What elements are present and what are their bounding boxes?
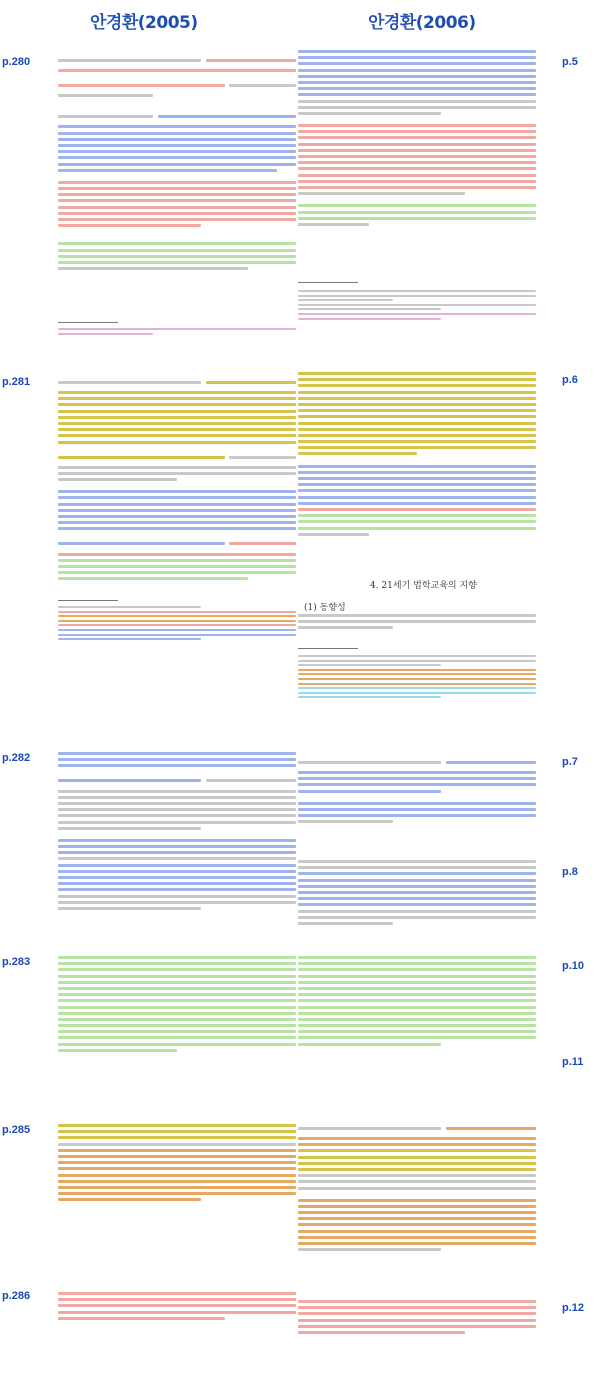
subsection-heading: (1) 동향성 bbox=[304, 603, 346, 613]
right-page-label: p.10 bbox=[562, 960, 585, 972]
right-text-block-p8 bbox=[298, 860, 536, 928]
left-text-block-p285 bbox=[58, 1124, 296, 1204]
right-page-label: p.5 bbox=[562, 56, 578, 68]
right-column-title: 안경환(2006) bbox=[368, 13, 476, 33]
left-page-label: p.282 bbox=[2, 752, 31, 764]
right-text-block-p6 bbox=[298, 372, 536, 539]
left-text-block-p283 bbox=[58, 956, 296, 1055]
left-page-label: p.283 bbox=[2, 956, 31, 968]
right-text-block-p12 bbox=[298, 1300, 536, 1337]
right-page-label: p.11 bbox=[562, 1056, 584, 1068]
right-page-label: p.8 bbox=[562, 866, 578, 878]
left-page-label: p.281 bbox=[2, 376, 31, 388]
left-column-title: 안경환(2005) bbox=[90, 13, 198, 33]
left-footnote-p281 bbox=[58, 606, 296, 643]
right-text-block-p5 bbox=[298, 50, 536, 229]
section-heading: 4. 21세기 법학교육의 지향 bbox=[370, 581, 477, 591]
right-footnote-p5 bbox=[298, 290, 536, 322]
right-text-block-p11 bbox=[298, 1118, 536, 1254]
right-text-block-p7 bbox=[298, 752, 536, 827]
right-text-block-p10 bbox=[298, 956, 536, 1049]
left-text-block-p281 bbox=[58, 372, 296, 584]
left-page-label: p.280 bbox=[2, 56, 31, 68]
left-text-block-p280 bbox=[58, 50, 296, 273]
left-text-block-p286 bbox=[58, 1292, 296, 1323]
right-page-label: p.12 bbox=[562, 1302, 585, 1314]
right-text-block-p6b bbox=[298, 614, 536, 633]
left-page-label: p.285 bbox=[2, 1124, 31, 1136]
right-page-label: p.6 bbox=[562, 374, 578, 386]
left-footnote-p280 bbox=[58, 328, 296, 337]
right-page-label: p.7 bbox=[562, 756, 578, 768]
left-page-label: p.286 bbox=[2, 1290, 31, 1302]
right-footnote-p6 bbox=[298, 655, 536, 701]
left-text-block-p282 bbox=[58, 752, 296, 913]
